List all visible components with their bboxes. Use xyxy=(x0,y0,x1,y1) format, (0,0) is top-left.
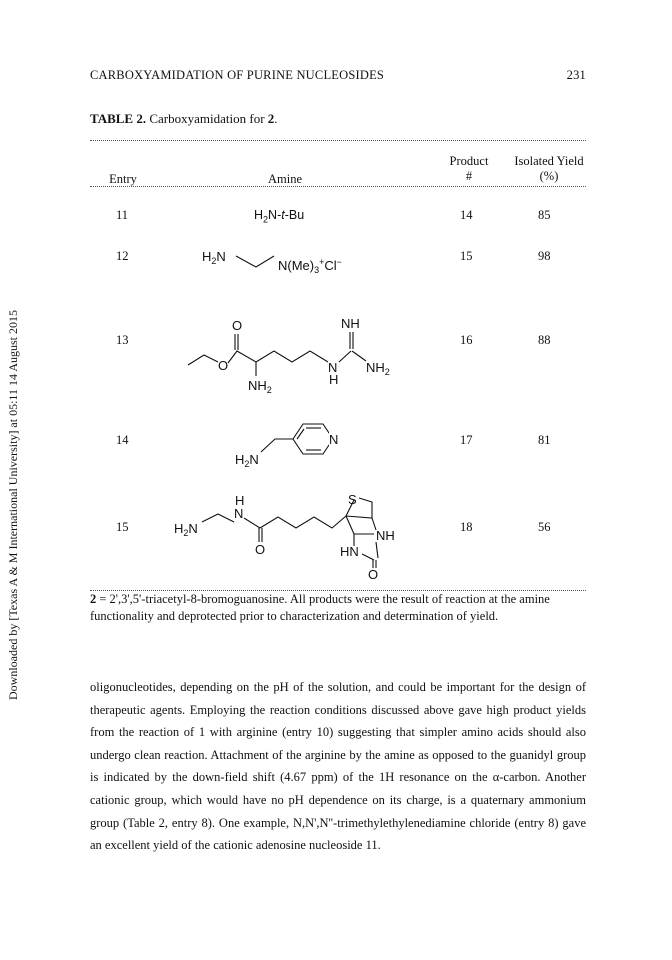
ammonium-label: $N(Me)_3^+Cl^-$ xyxy=(278,257,342,275)
page-number: 231 xyxy=(566,68,586,82)
svg-text:O: O xyxy=(255,542,266,557)
svg-text:NH: NH xyxy=(376,528,395,543)
row-13-entry: 13 xyxy=(116,333,129,347)
svg-text:HN: HN xyxy=(340,544,359,559)
svg-text:H2N: $H_2N$ xyxy=(174,521,198,538)
svg-text:NH2: $NH_2$ xyxy=(366,360,390,377)
row-13-structure xyxy=(180,314,410,396)
svg-text:O: O xyxy=(232,318,243,333)
svg-text:S: S xyxy=(348,492,357,507)
svg-text:H: H xyxy=(329,372,339,387)
row-11-entry: 11 xyxy=(116,208,129,222)
row-13-product: 16 xyxy=(460,333,473,347)
header-rule xyxy=(90,186,586,187)
running-header xyxy=(90,68,586,83)
svg-text:N: N xyxy=(328,360,338,375)
row-11-amine: $H_2N-t-Bu$ xyxy=(254,208,305,225)
svg-text:N: N xyxy=(234,506,244,521)
footnote-text: = 2',3',5'-triacetyl-8-bromoguanosine. All products were the result of reaction at the amine functionality and deprotected prior to characterization and determination of yield. xyxy=(90,592,550,623)
row-12-structure xyxy=(190,240,390,280)
row-14-yield: 81 xyxy=(538,433,551,447)
caption-prefix: Carboxyamidation for xyxy=(149,111,268,126)
table-top-rule xyxy=(90,140,586,141)
footnote-compound: 2 xyxy=(90,592,97,606)
body-paragraph: oligonucleotides, depending on the pH of the solution, and could be important for the design of therapeutic agents. Employing the reaction conditions discussed above gave high product yields from the reaction of 1 with arginine (entry 10) suggesting that simpler amino acids should also undergo clean reaction. Attachment of the arginine by the amine as opposed to the guanidyl group is indicated by the down-field shift (4.67 ppm) of the 1H resonance on the α-carbon. Another cationic group, which would have no pH dependence on its charge, is a quaternary ammonium group (Table 2, entry 8). One example, N,N',N''-trimethylethylenediamine chloride (entry 8) gave an excellent yield of the cationic adenosine nucleoside 11. xyxy=(90,680,586,853)
svg-text:O: O xyxy=(218,358,229,373)
table-label: TABLE 2. xyxy=(90,111,147,126)
svg-text:H: H xyxy=(235,493,245,508)
row-12-yield: 98 xyxy=(538,249,551,263)
h2n-label: $H_2N$ xyxy=(202,249,226,266)
row-14-structure xyxy=(225,416,365,472)
row-15-product: 18 xyxy=(460,520,473,534)
row-15-yield: 56 xyxy=(538,520,551,534)
svg-text:N: N xyxy=(329,432,339,447)
caption-suffix: . xyxy=(274,111,278,126)
col-header-yield: Isolated Yield (%) xyxy=(514,154,584,183)
table-caption xyxy=(90,111,278,127)
col-header-product: Product # xyxy=(449,154,489,183)
ethylene-chain xyxy=(236,256,274,267)
col-header-amine: Amine xyxy=(267,172,303,186)
row-15-structure xyxy=(168,490,418,580)
svg-text:NH2: $NH_2$ xyxy=(248,378,272,395)
running-title: CARBOXYAMIDATION OF PURINE NUCLEOSIDES xyxy=(90,68,385,82)
row-13-yield: 88 xyxy=(538,333,551,347)
row-12-entry: 12 xyxy=(116,249,129,263)
row-15-entry: 15 xyxy=(116,520,129,534)
col-header-entry: Entry xyxy=(109,172,137,186)
row-14-entry: 14 xyxy=(116,433,129,447)
svg-text:NH: NH xyxy=(341,316,360,331)
download-watermark: Downloaded by [Texas A & M International University] at 05:11 14 August 2015 xyxy=(6,310,20,700)
row-11-yield: 85 xyxy=(538,208,551,222)
row-12-product: 15 xyxy=(460,249,473,263)
table-footnote xyxy=(90,591,586,625)
row-14-product: 17 xyxy=(460,433,473,447)
svg-text:O: O xyxy=(368,567,379,580)
caption-compound: 2 xyxy=(267,111,275,126)
svg-text:H2N: $H_2N$ xyxy=(235,452,259,469)
row-11-product: 14 xyxy=(460,208,473,222)
